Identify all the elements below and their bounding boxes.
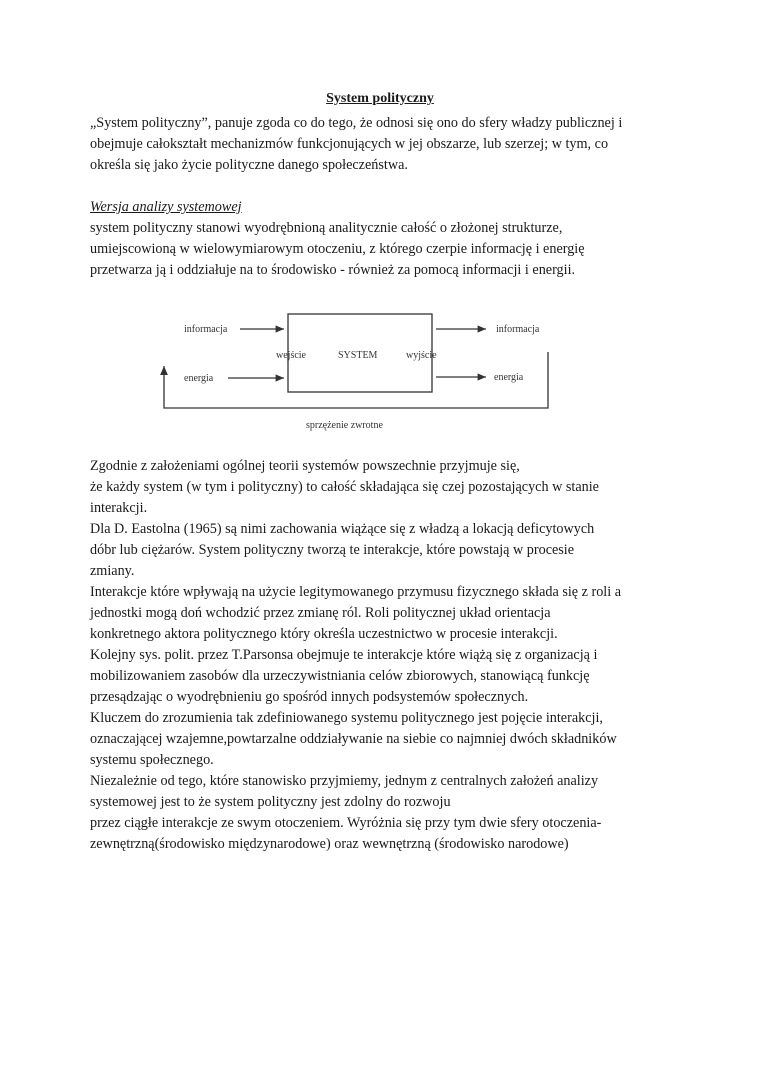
system-label: SYSTEM bbox=[338, 350, 378, 361]
output-energy-label: energia bbox=[494, 372, 524, 383]
body-line: systemu społecznego. bbox=[90, 752, 214, 768]
feedback-label: sprzężenie zwrotne bbox=[306, 420, 383, 431]
intro-line: „System polityczny”, panuje zgoda co do tego, że odnosi się ono do sfery władzy publicznej i bbox=[90, 115, 623, 131]
body-line: przez ciągłe interakcje ze swym otoczeniem. Wyróżnia się przy tym dwie sfery otoczenia- bbox=[90, 815, 602, 831]
body-line: Zgodnie z założeniami ogólnej teorii systemów powszechnie przyjmuje się, bbox=[90, 458, 520, 474]
body-line: zewnętrzną(środowisko międzynarodowe) oraz wewnętrzną (środowisko narodowe) bbox=[90, 836, 569, 852]
body-line: mobilizowaniem zasobów dla urzeczywistniania celów zbiorowych, stanowiącą funkcję bbox=[90, 668, 590, 684]
body-line: jednostki mogą doń wchodzić przez zmianę ról. Roli politycznej układ orientacja bbox=[90, 605, 551, 621]
body-line: Kolejny sys. polit. przez T.Parsonsa obejmuje te interakcje które wiążą się z organizacją i bbox=[90, 647, 598, 663]
body-line: przesądzając o wyodrębnieniu go spośród innych podsystemów społecznych. bbox=[90, 689, 529, 705]
input-info-label: informacja bbox=[184, 324, 228, 335]
output-label: wyjście bbox=[406, 350, 437, 361]
body-line: Dla D. Eastolna (1965) są nimi zachowania wiążące się z władzą a lokacją deficytowych bbox=[90, 521, 595, 537]
body-line: że każdy system (w tym i polityczny) to całość składająca się czej pozostających w stanie bbox=[90, 479, 599, 495]
system-diagram bbox=[160, 300, 580, 435]
section-line: umiejscowioną w wielowymiarowym otoczeniu, z którego czerpie informację i energię bbox=[90, 241, 585, 257]
body-line: zmiany. bbox=[90, 563, 135, 579]
section-heading: Wersja analizy systemowej bbox=[90, 199, 242, 215]
section-line: przetwarza ją i oddziałuje na to środowisko - również za pomocą informacji i energii. bbox=[90, 262, 576, 278]
body-line: oznaczającej wzajemne,powtarzalne oddziaływanie na siebie co najmniej dwóch składników bbox=[90, 731, 617, 747]
body-line: dóbr lub ciężarów. System polityczny tworzą te interakcje, które powstają w procesie bbox=[90, 542, 575, 558]
body-line: systemowej jest to że system polityczny jest zdolny do rozwoju bbox=[90, 794, 451, 810]
body-line: konkretnego aktora politycznego który określa uczestnictwo w procesie interakcji. bbox=[90, 626, 558, 642]
intro-line: obejmuje całokształt mechanizmów funkcjonujących w jej obszarze, lub szerzej; w tym, co bbox=[90, 136, 609, 152]
body-line: interakcji. bbox=[90, 500, 148, 516]
input-energy-label: energia bbox=[184, 373, 214, 384]
body-line: Interakcje które wpływają na użycie legitymowanego przymusu fizycznego składa się z roli a bbox=[90, 584, 622, 600]
intro-line: określa się jako życie polityczne danego społeczeństwa. bbox=[90, 157, 408, 173]
body-line: Niezależnie od tego, które stanowisko przyjmiemy, jednym z centralnych założeń analizy bbox=[90, 773, 599, 789]
output-info-label: informacja bbox=[496, 324, 540, 335]
body-line: Kluczem do zrozumienia tak zdefiniowanego systemu politycznego jest pojęcie interakcji, bbox=[90, 710, 603, 726]
section-line: system polityczny stanowi wyodrębnioną analitycznie całość o złożonej strukturze, bbox=[90, 220, 563, 236]
page-title: System polityczny bbox=[326, 91, 434, 106]
input-label: wejście bbox=[276, 350, 306, 361]
